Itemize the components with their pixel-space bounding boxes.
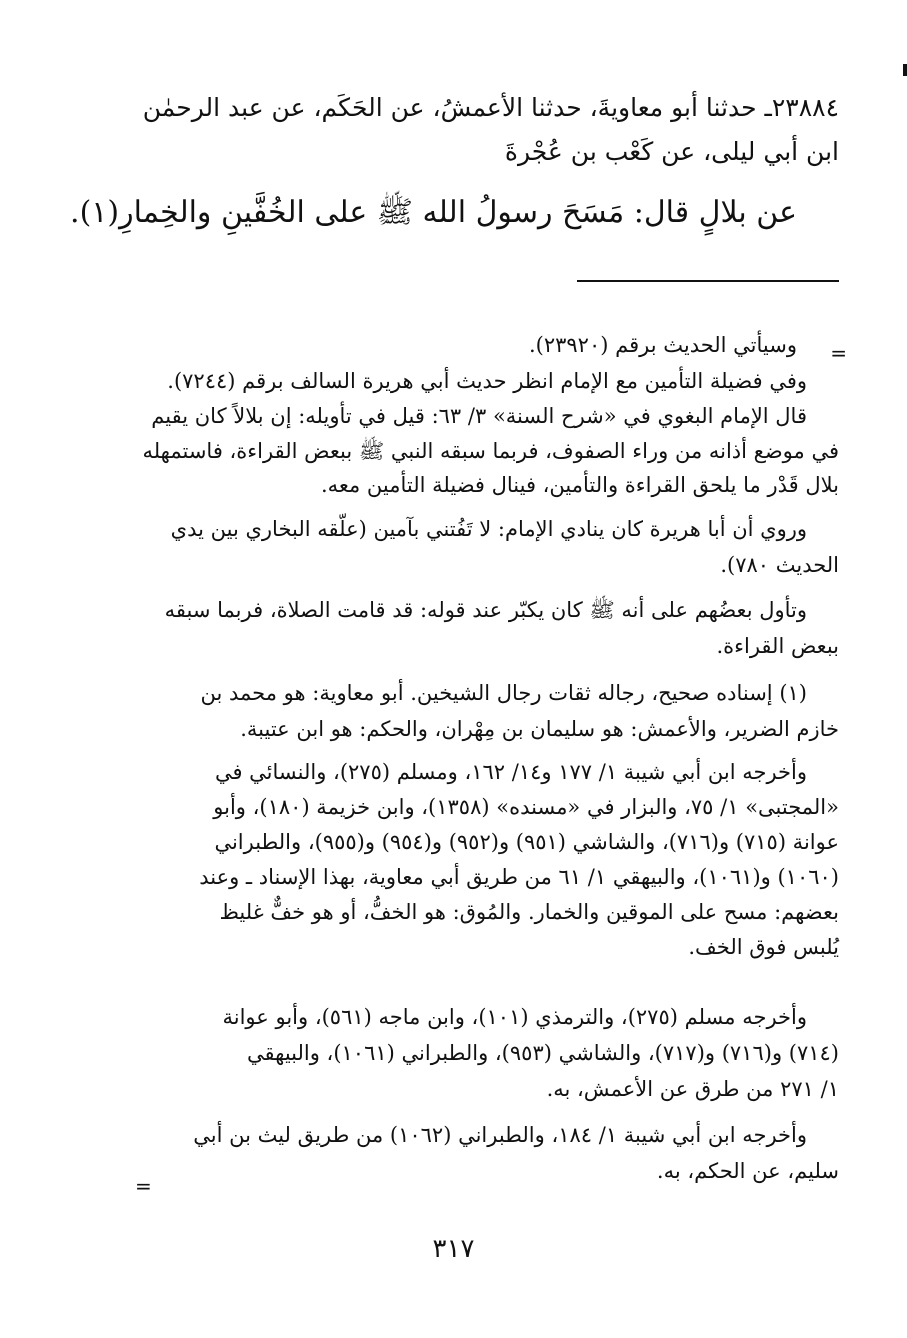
footnote-line: وأخرجه ابن أبي شيبة ١/ ١٧٧ و١٤/ ١٦٢، ومسلم (٢٧٥)، والنسائي في (214, 760, 807, 784)
page-number: ٣١٧ (432, 1234, 475, 1264)
footnote-line: (١٠٦٠) و(١٠٦١)، والبيهقي ١/ ٦١ من طريق أبي معاوية، بهذا الإسناد ـ وعند (199, 865, 839, 889)
footnote-line: سليم، عن الحكم، به. (656, 1159, 839, 1183)
footnote-line: وفي فضيلة التأمين مع الإمام انظر حديث أبي هريرة السالف برقم (٧٢٤٤). (167, 369, 807, 393)
footnote-line: بعضهم: مسح على الموقين والخمار. والمُوق: هو الخفُّ، أو هو خفٌّ غليظ (219, 900, 839, 924)
footnote-line: «المجتبى» ١/ ٧٥، والبزار في «مسنده» (١٣٥٨)، وابن خزيمة (١٨٠)، وأبو (213, 795, 839, 819)
footnote-line: وأخرجه مسلم (٢٧٥)، والترمذي (١٠١)، وابن ماجه (٥٦١)، وأبو عوانة (222, 1005, 807, 1029)
footnote-line: في موضع أذانه من وراء الصفوف، فربما سبقه النبي ﷺ ببعض القراءة، فاستمهله (142, 439, 839, 463)
page-edge-mark (903, 64, 907, 76)
footnote-line: (١) إسناده صحيح، رجاله ثقات رجال الشيخين. أبو معاوية: هو محمد بن (200, 681, 807, 705)
footnote-line: قال الإمام البغوي في «شرح السنة» ٣/ ٦٣: قيل في تأويله: إن بلالاً كان يقيم (151, 404, 807, 428)
hadith-line-1: ٢٣٨٨٤ـ حدثنا أبو معاويةَ، حدثنا الأعمشُ، عن الحَكَم، عن عبد الرحمٰن (142, 93, 839, 122)
footnote-separator (577, 280, 839, 282)
footnote-line: وروي أن أبا هريرة كان ينادي الإمام: لا تَفُتني بآمين (علّقه البخاري بين يدي (170, 517, 807, 541)
footnote-line: (٧١٤) و(٧١٦) و(٧١٧)، والشاشي (٩٥٣)، والطبراني (١٠٦١)، والبيهقي (247, 1041, 839, 1065)
footnote-line: بلال قَدْر ما يلحق القراءة والتأمين، فينال فضيلة التأمين معه. (320, 473, 839, 497)
end-continuation-mark: = (135, 1174, 152, 1198)
footnote-line: وأخرجه ابن أبي شيبة ١/ ١٨٤، والطبراني (١٠٦٢) من طريق ليث بن أبي (193, 1123, 807, 1147)
hadith-line-3: عن بلالٍ قال: مَسَحَ رسولُ الله ﷺ على الخُفَّينِ والخِمارِ(١). (70, 195, 797, 230)
footnote-line: ببعض القراءة. (716, 634, 839, 658)
footnote-line: وسيأتي الحديث برقم (٢٣٩٢٠). (528, 333, 797, 357)
footnote-line: ١/ ٢٧١ من طرق عن الأعمش، به. (546, 1077, 839, 1101)
footnote-line: خازم الضرير، والأعمش: هو سليمان بن مِهْران، والحكم: هو ابن عتيبة. (240, 717, 839, 741)
footnote-line: يُلبس فوق الخف. (688, 935, 839, 959)
continuation-mark: = (830, 341, 847, 365)
footnote-line: عوانة (٧١٥) و(٧١٦)، والشاشي (٩٥١) و(٩٥٢) و(٩٥٤) و(٩٥٥)، والطبراني (214, 830, 839, 854)
footnote-line: الحديث ٧٨٠). (720, 553, 839, 577)
hadith-line-2: ابن أبي ليلى، عن كَعْب بن عُجْرةَ (504, 137, 839, 166)
footnote-line: وتأول بعضُهم على أنه ﷺ كان يكبّر عند قوله: قد قامت الصلاة، فربما سبقه (164, 598, 807, 622)
